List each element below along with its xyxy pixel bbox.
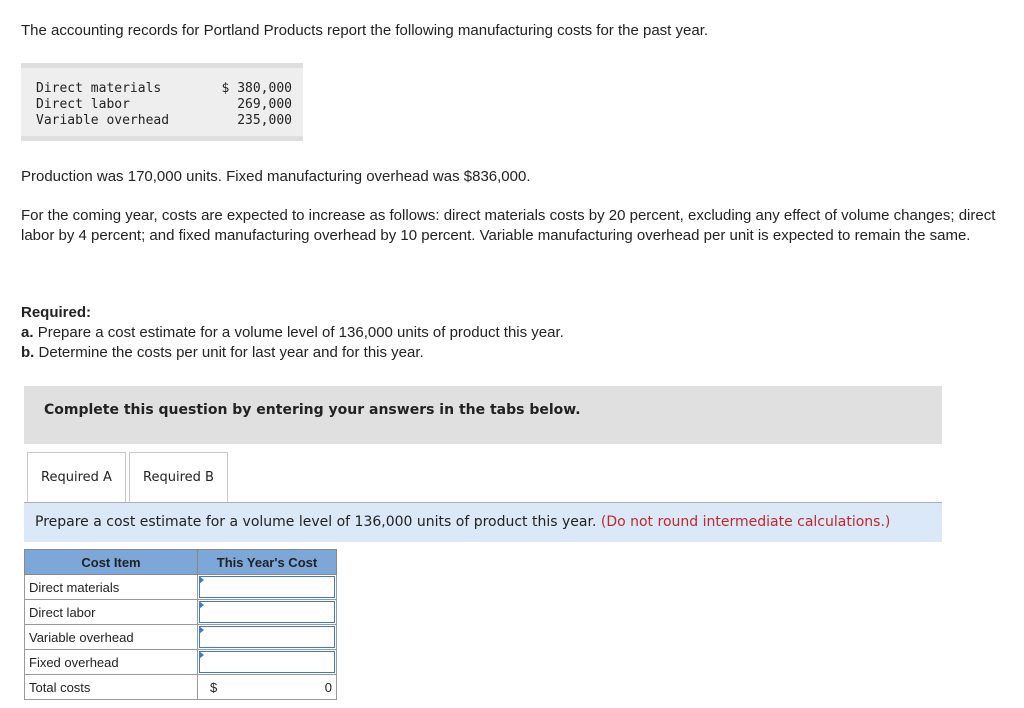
past-cost-label: Direct materials bbox=[36, 81, 162, 96]
past-costs-table bbox=[21, 63, 303, 141]
variable-overhead-input[interactable] bbox=[199, 626, 335, 648]
required-a-prefix: a. bbox=[21, 324, 34, 341]
required-b-text: Determine the costs per unit for last year and for this year. bbox=[38, 344, 424, 361]
required-section bbox=[21, 303, 1016, 363]
input-marker-icon bbox=[199, 601, 204, 609]
table-row bbox=[25, 625, 337, 650]
column-header-this-years-cost: This Year's Cost bbox=[198, 550, 337, 575]
direct-labor-input[interactable] bbox=[199, 601, 335, 623]
table-row bbox=[25, 575, 337, 600]
instructions-banner bbox=[24, 386, 942, 444]
instruction-bar bbox=[24, 503, 942, 542]
row-label-fixed-overhead: Fixed overhead bbox=[25, 650, 198, 675]
direct-materials-input[interactable] bbox=[199, 576, 335, 598]
banner-text: Complete this question by entering your answers in the tabs below. bbox=[44, 402, 581, 418]
value-cell bbox=[198, 600, 337, 625]
total-currency: $ bbox=[210, 680, 218, 695]
past-cost-value: $ 380,000 bbox=[221, 81, 292, 96]
cost-estimate-table bbox=[24, 549, 337, 700]
intro-text: The accounting records for Portland Products report the following manufacturing costs for the past year. bbox=[21, 22, 709, 39]
table-header-row bbox=[25, 550, 337, 575]
tab-required-b[interactable]: Required B bbox=[129, 452, 228, 502]
required-title: Required: bbox=[21, 304, 92, 321]
required-b bbox=[21, 343, 1016, 363]
row-label-variable-overhead: Variable overhead bbox=[25, 625, 198, 650]
value-cell bbox=[198, 650, 337, 675]
value-cell bbox=[198, 625, 337, 650]
input-marker-icon bbox=[199, 626, 204, 634]
required-a bbox=[21, 323, 1016, 343]
row-label-total-costs: Total costs bbox=[25, 675, 198, 700]
instruction-text: Prepare a cost estimate for a volume level of 136,000 units of product this year. bbox=[35, 514, 597, 530]
past-cost-label: Direct labor bbox=[36, 97, 130, 112]
total-value-cell bbox=[198, 675, 337, 700]
table-row bbox=[25, 650, 337, 675]
required-a-text: Prepare a cost estimate for a volume level of 136,000 units of product this year. bbox=[37, 324, 564, 341]
table-row bbox=[25, 600, 337, 625]
instruction-note: (Do not round intermediate calculations.) bbox=[600, 514, 891, 530]
input-marker-icon bbox=[199, 651, 204, 659]
column-header-cost-item: Cost Item bbox=[25, 550, 198, 575]
input-marker-icon bbox=[199, 576, 204, 584]
table-total-row bbox=[25, 675, 337, 700]
tab-required-a[interactable]: Required A bbox=[27, 452, 126, 502]
required-b-prefix: b. bbox=[21, 344, 35, 361]
past-cost-label: Variable overhead bbox=[36, 113, 170, 128]
total-costs-value: 0 bbox=[324, 680, 332, 695]
value-cell bbox=[198, 575, 337, 600]
past-cost-value: 235,000 bbox=[237, 113, 292, 128]
fixed-overhead-input[interactable] bbox=[199, 651, 335, 673]
past-cost-value: 269,000 bbox=[237, 97, 292, 112]
forecast-text: For the coming year, costs are expected to increase as follows: direct materials costs by 20 percent, excluding any effect of volume changes; direct labor by 4 percent; and fixed manufacturing overhead by 10 percent. Variable manufacturing overhead per unit is expected to remain the same. bbox=[21, 207, 996, 244]
production-text: Production was 170,000 units. Fixed manufacturing overhead was $836,000. bbox=[21, 168, 531, 185]
row-label-direct-materials: Direct materials bbox=[25, 575, 198, 600]
row-label-direct-labor: Direct labor bbox=[25, 600, 198, 625]
